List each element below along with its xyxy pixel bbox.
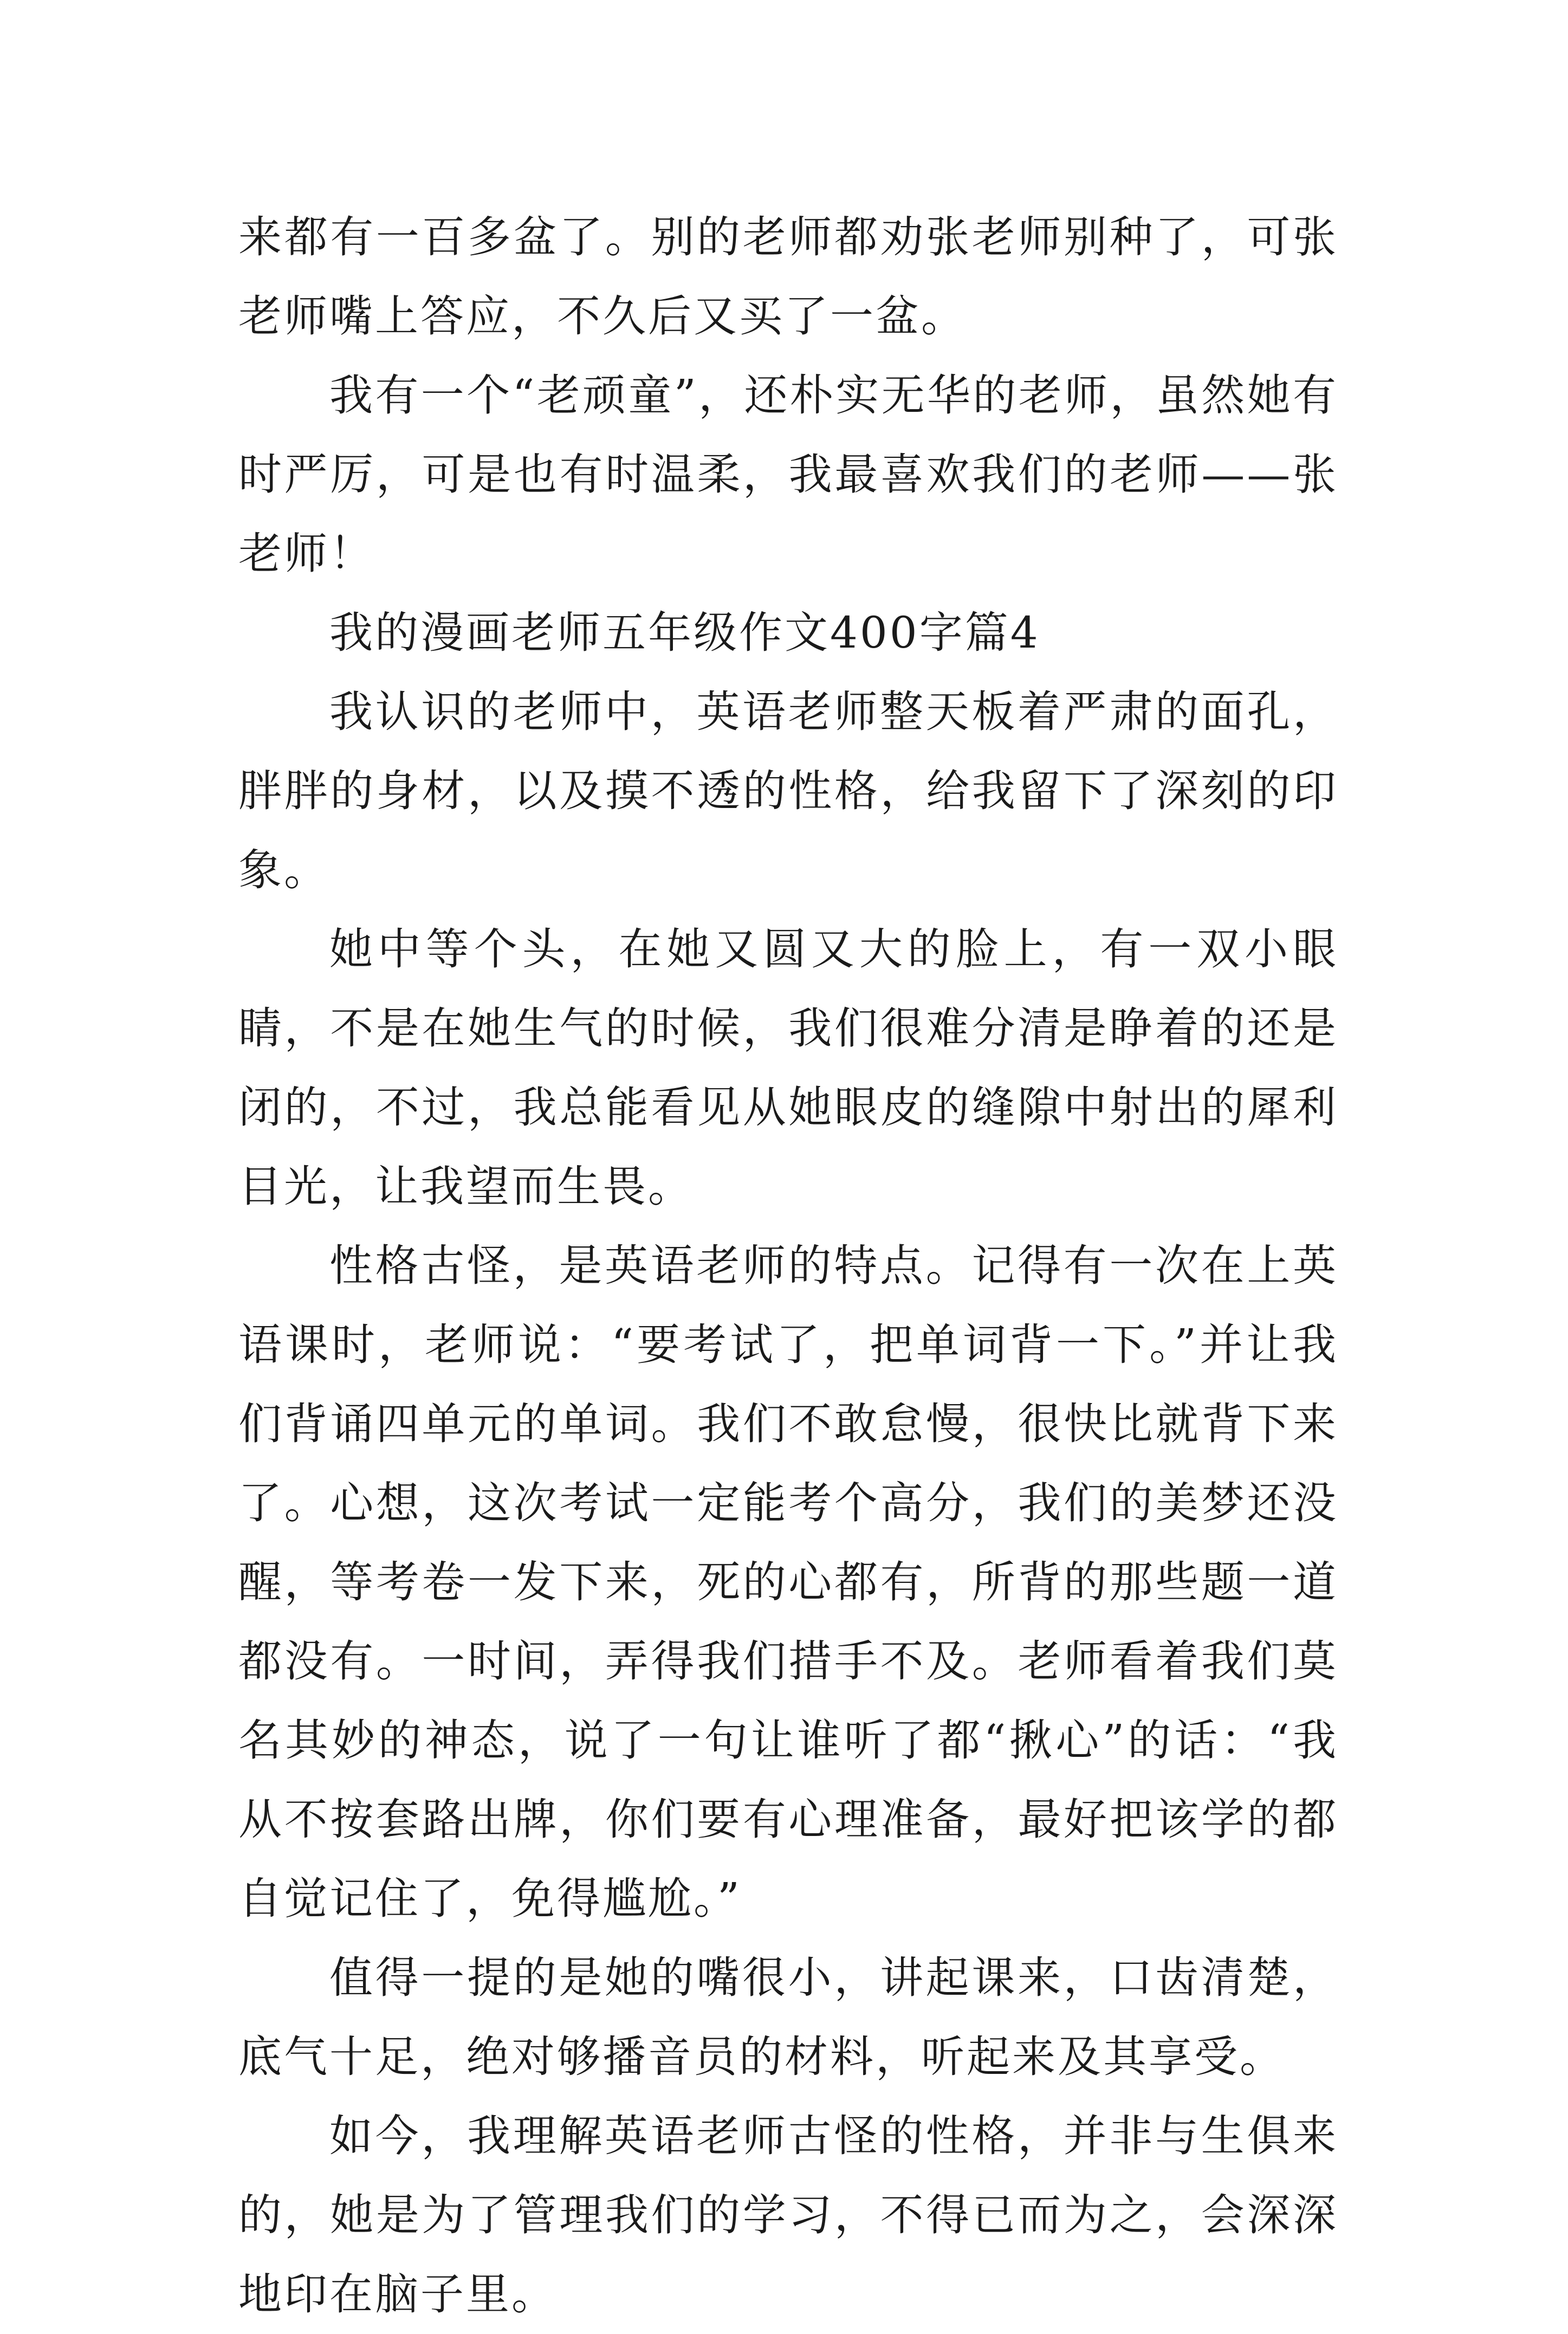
paragraph-personality: 性格古怪，是英语老师的特点。记得有一次在上英语课时，老师说：“要考试了，把单词背一下。”并让我们背诵四单元的单词。我们不敢怠慢，很快比就背下来了。心想，这次考试一定能考个高分，我们的美梦还没醒，等考卷一发下来，死的心都有，所背的那些题一道都没有。一时间，弄得我们措手不及。老师看着我们莫名其妙的神态，说了一句让谁听了都“揪心”的话：“我从不按套路出牌，你们要有心理准备，最好把该学的都自觉记住了，免得尴尬。” bbox=[238, 1240, 1338, 1924]
paragraph-appearance: 她中等个头，在她又圆又大的脸上，有一双小眼睛，不是在她生气的时候，我们很难分清是睁着的还是闭的，不过，我总能看见从她眼皮的缝隙中射出的犀利目光，让我望而生畏。 bbox=[238, 924, 1338, 1212]
paragraph-conclusion: 如今，我理解英语老师古怪的性格，并非与生俱来的，她是为了管理我们的学习，不得已而为之，会深深地印在脑子里。 bbox=[238, 2111, 1338, 2319]
paragraph-continuation: 来都有一百多盆了。别的老师都劝张老师别种了，可张老师嘴上答应，不久后又买了一盆。 bbox=[238, 212, 1338, 341]
paragraph-teacher-summary: 我有一个“老顽童”，还朴实无华的老师，虽然她有时严厉，可是也有时温柔，我最喜欢我们的老师——张老师！ bbox=[238, 370, 1338, 579]
essay-body bbox=[238, 198, 1338, 2334]
essay-title: 我的漫画老师五年级作文400字篇4 bbox=[329, 607, 1040, 658]
paragraph-intro: 我认识的老师中，英语老师整天板着严肃的面孔，胖胖的身材，以及摸不透的性格，给我留下了深刻的印象。 bbox=[238, 687, 1338, 895]
paragraph-voice: 值得一提的是她的嘴很小，讲起课来，口齿清楚，底气十足，绝对够播音员的材料，听起来及其享受。 bbox=[238, 1952, 1338, 2082]
